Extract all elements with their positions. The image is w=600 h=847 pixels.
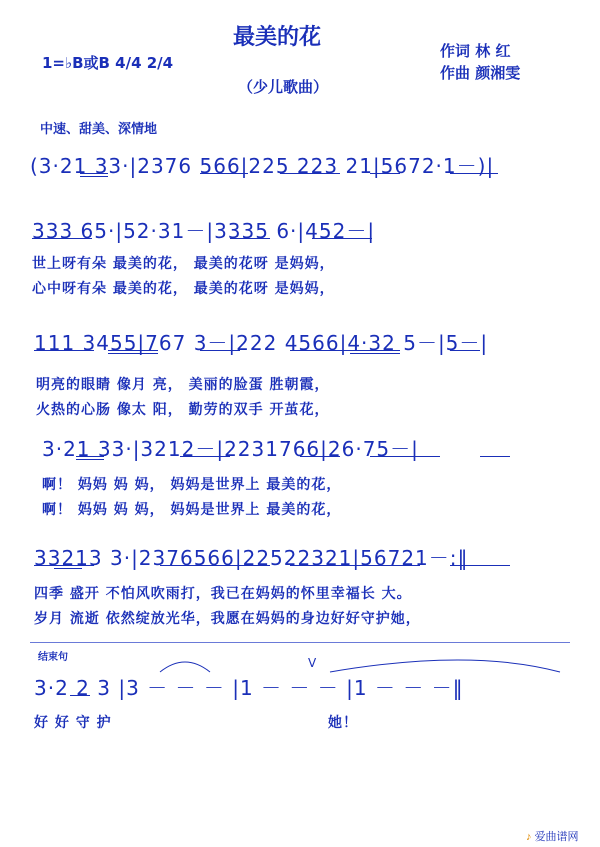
lyric-row-2-verse-1: 世上呀有朵 最美的花， 最美的花呀 是妈妈，: [32, 256, 335, 272]
breath-mark: V: [308, 656, 317, 670]
underline: [450, 173, 498, 174]
underline: [76, 459, 104, 460]
lyric-row-2-verse-2: 心中呀有朵 最美的花， 最美的花呀 是妈妈，: [32, 281, 335, 297]
notation-row-1: (3·21 33·|2376 566|225 223 21|5672·1－)|: [30, 154, 495, 178]
song-title: 最美的花: [233, 24, 322, 50]
lyric-row-5-verse-1: 四季 盛开 不怕风吹雨打，我已在妈妈的怀里幸福长 大。: [34, 586, 412, 602]
notation-row-3: 111 3455|767 3－|222 4566|4·32 5－|5－|: [34, 331, 489, 355]
underline: [450, 565, 510, 566]
ending-notation: 3·2 2 3 |3 － － － |1 － － － |1 － － －‖: [34, 676, 464, 700]
underline: [80, 176, 108, 177]
key-signature: 1=♭B或B 4/4 2/4: [42, 54, 174, 72]
underline: [32, 238, 92, 239]
underline: [180, 456, 230, 457]
subtitle: （少儿歌曲）: [238, 78, 329, 96]
underline: [108, 353, 158, 354]
underline: [54, 568, 82, 569]
ending-lyric-2: 她！: [328, 715, 358, 731]
watermark-text: 爱曲谱网: [534, 831, 579, 843]
underline: [290, 565, 420, 566]
watermark: [526, 828, 579, 844]
underline: [370, 456, 440, 457]
lyric-row-5-verse-2: 岁月 流逝 依然绽放光华，我愿在妈妈的身边好好守护她，: [34, 611, 421, 627]
underline: [350, 353, 400, 354]
underline: [290, 350, 350, 351]
underline: [370, 173, 400, 174]
note-icon: ♪: [526, 831, 532, 843]
underline: [230, 238, 270, 239]
ending-label: 结束句: [38, 652, 68, 663]
ending-lyric-1: 好 好 守 护: [34, 715, 112, 731]
underline: [350, 350, 400, 351]
underline: [200, 350, 240, 351]
underline: [480, 456, 510, 457]
underline: [200, 173, 248, 174]
underline: [300, 456, 340, 457]
underline: [450, 350, 480, 351]
tempo-marking: 中速、甜美、深情地: [40, 122, 158, 137]
lyric-row-4-verse-1: 啊！ 妈妈 妈 妈， 妈妈是世界上 最美的花，: [42, 477, 342, 493]
separator-line: [30, 642, 570, 643]
underline: [80, 173, 108, 174]
lyricist-credit: 作词 林 红: [440, 42, 511, 60]
composer-credit: 作曲 颜湘雯: [440, 64, 521, 82]
underline: [34, 350, 94, 351]
underline: [108, 350, 158, 351]
notation-row-4: 3·21 33·|3212－|2231766|26·75－|: [42, 437, 419, 461]
underline: [70, 695, 90, 696]
lyric-row-3-verse-1: 明亮的眼睛 像月 亮， 美丽的脸蛋 胜朝霞，: [36, 377, 330, 393]
notation-row-5: 33213 3·|2376566|22522321|56721－:‖: [34, 546, 469, 570]
notation-row-2: 333 65·|52·31－|3335 6·|452－|: [32, 219, 376, 243]
lyric-row-4-verse-2: 啊！ 妈妈 妈 妈， 妈妈是世界上 最美的花，: [42, 502, 342, 518]
underline: [312, 238, 372, 239]
underline: [34, 565, 94, 566]
underline: [280, 173, 340, 174]
lyric-row-3-verse-2: 火热的心肠 像太 阳， 勤劳的双手 开茧花，: [36, 402, 330, 418]
underline: [160, 565, 270, 566]
underline: [76, 456, 104, 457]
